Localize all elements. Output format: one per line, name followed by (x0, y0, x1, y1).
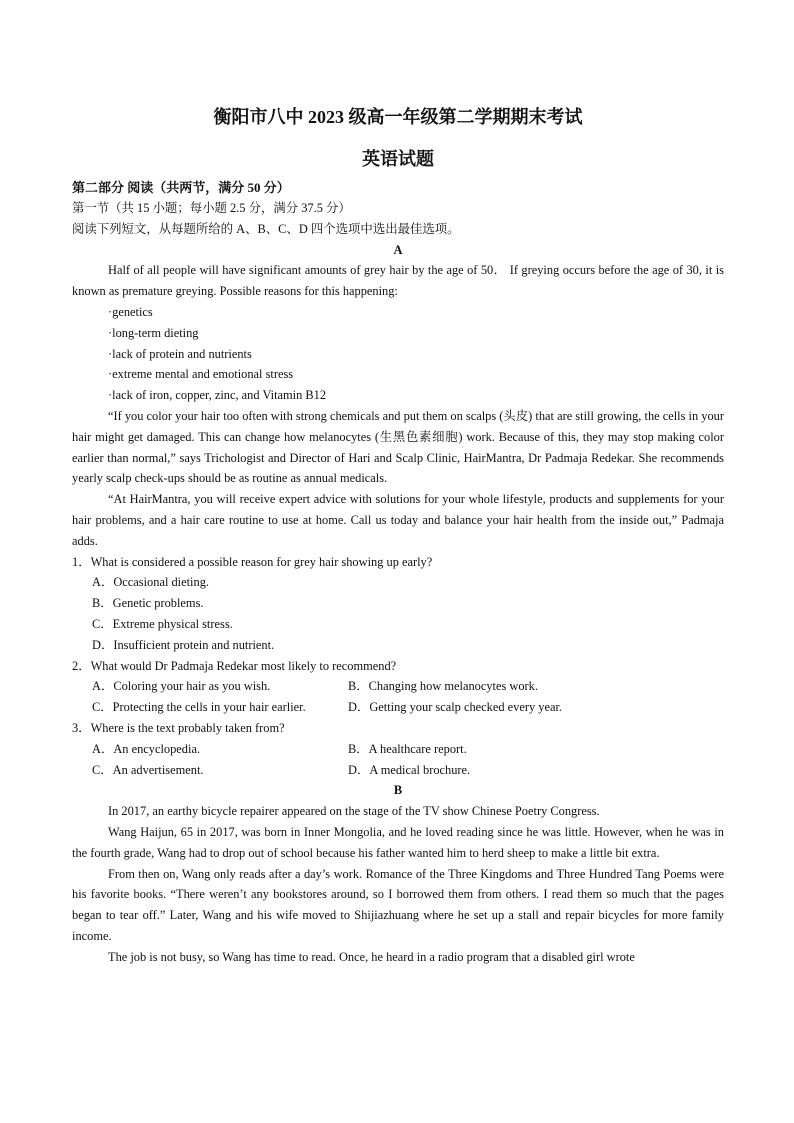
passage-b-paragraph: In 2017, an earthy bicycle repairer appeared on the stage of the TV show Chinese Poetry Congress. (108, 804, 600, 819)
exam-page (72, 104, 724, 967)
q2-option-b: B．Changing how melanocytes work. (348, 679, 538, 694)
q3-option-b: B．A healthcare report. (348, 741, 467, 756)
question-1-stem: 1．What is considered a possible reason for grey hair showing up early? (72, 554, 433, 569)
part-heading: 第二部分 阅读（共两节，满分 50 分） (72, 180, 290, 195)
bullet-item: ·genetics (108, 304, 153, 319)
bullet-item: ·long-term dieting (108, 325, 199, 340)
instruction: 阅读下列短文，从每题所给的 A、B、C、D 四个选项中选出最佳选项。 (72, 221, 460, 236)
q2-option-c: C．Protecting the cells in your hair earlier. (92, 700, 306, 715)
section-heading: 第一节（共 15 小题；每小题 2.5 分，满分 37.5 分） (72, 201, 351, 215)
passage-a-paragraph: “If you color your hair too often with strong chemicals and put them on scalps (头皮) that are still growing, the cells in your hair might get damaged. This can change how melanocytes (生黑色素细胞) work. Because of this, they may stop making color earlier than normal,” says Trichologist and Director of Hari and Scalp Clinic, HairMantra, Dr Padmaja Redekar. She recommends yearly scalp check-ups should be as routine as annual medicals. (72, 408, 724, 486)
bullet-item: ·extreme mental and emotional stress (108, 367, 294, 382)
q3-options-row-2 (72, 760, 724, 781)
passage-b-label: B (393, 783, 403, 798)
q3-options-row-1 (72, 739, 724, 760)
exam-title: 衡阳市八中 2023 级高一年级第二学期期末考试 (213, 107, 583, 127)
q2-option-d: D．Getting your scalp checked every year. (348, 700, 562, 715)
q2-options-row-2 (72, 697, 724, 718)
q2-option-a: A．Coloring your hair as you wish. (92, 679, 271, 694)
exam-subtitle: 英语试题 (362, 149, 434, 169)
q3-option-c: C．An advertisement. (92, 762, 204, 777)
q1-option-a: A．Occasional dieting. (92, 575, 209, 590)
q3-option-a: A．An encyclopedia. (92, 741, 201, 756)
bullet-item: ·lack of protein and nutrients (108, 346, 252, 361)
bullet-item: ·lack of iron, copper, zinc, and Vitamin B12 (108, 388, 327, 403)
question-3-stem: 3．Where is the text probably taken from? (72, 720, 285, 735)
q1-option-b: B．Genetic problems. (92, 596, 204, 611)
passage-a-intro: Half of all people will have significant amounts of grey hair by the age of 50． If greying occurs before the age of 30, it is known as premature greying. Possible reasons for this happening: (72, 263, 724, 299)
q3-option-d: D．A medical brochure. (348, 762, 471, 777)
passage-a-label: A (393, 242, 403, 257)
passage-b-paragraph: From then on, Wang only reads after a day’s work. Romance of the Three Kingdoms and Three Hundred Tang Poems were his favorite books. “There weren’t any bookstores around, so I borrowed them from others. I read them so much that the pages began to tear off.” Later, Wang and his wife moved to Shijiazhuang where he set up a stall and repair bicycles for more family income. (72, 866, 724, 943)
passage-a-paragraph: “At HairMantra, you will receive expert advice with solutions for your whole lifestyle, products and supplements for your hair problems, and a hair care routine to use at home. Call us today and balance your hair health from the inside out,” Padmaja adds. (72, 492, 724, 548)
passage-b-paragraph: Wang Haijun, 65 in 2017, was born in Inner Mongolia, and he loved reading since he was little. However, when he was in the fourth grade, Wang had to drop out of school because his father wanted him to herd sheep to make a little bit extra. (72, 824, 724, 860)
passage-b-paragraph: The job is not busy, so Wang has time to read. Once, he heard in a radio program that a disabled girl wrote (108, 949, 635, 964)
q1-option-d: D．Insufficient protein and nutrient. (92, 637, 275, 652)
q1-option-c: C．Extreme physical stress. (92, 616, 233, 631)
q2-options-row-1 (72, 676, 724, 697)
question-2-stem: 2．What would Dr Padmaja Redekar most likely to recommend? (72, 658, 397, 673)
